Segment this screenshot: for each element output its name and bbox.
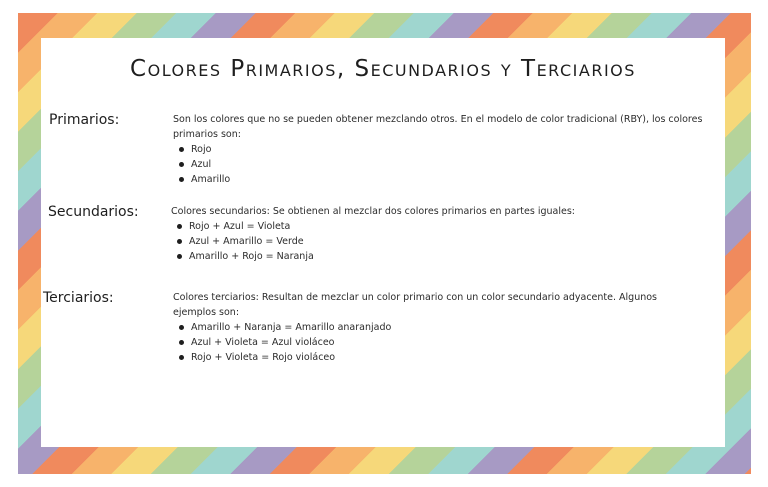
- content-card: [41, 38, 725, 447]
- section-text: Son los colores que no se pueden obtener mezclando otros. En el modelo de color tradicional (RBY), los colores primarios son:: [173, 114, 703, 140]
- section-body-secundarios: [171, 204, 711, 264]
- item-list: [173, 320, 673, 365]
- list-item: Azul: [191, 157, 713, 172]
- section-label-terciarios: Terciarios:: [43, 290, 114, 306]
- page-title: Colores Primarios, Secundarios y Terciarios: [130, 56, 636, 82]
- list-item: Amarillo: [191, 172, 713, 187]
- section-text: Colores terciarios: Resultan de mezclar un color primario con un color secundario adyacente. Algunos ejemplos son:: [173, 292, 657, 318]
- list-item: Rojo + Violeta = Rojo violáceo: [191, 350, 673, 365]
- section-body-primarios: [173, 112, 713, 187]
- item-list: [173, 142, 713, 187]
- list-item: Azul + Amarillo = Verde: [189, 234, 711, 249]
- section-label-primarios: Primarios:: [49, 112, 120, 128]
- list-item: Amarillo + Naranja = Amarillo anaranjado: [191, 320, 673, 335]
- item-list: [171, 219, 711, 264]
- section-label-secundarios: Secundarios:: [48, 204, 139, 220]
- list-item: Amarillo + Rojo = Naranja: [189, 249, 711, 264]
- section-text: Colores secundarios: Se obtienen al mezclar dos colores primarios en partes iguales:: [171, 206, 575, 217]
- list-item: Azul + Violeta = Azul violáceo: [191, 335, 673, 350]
- section-body-terciarios: [173, 290, 673, 365]
- list-item: Rojo: [191, 142, 713, 157]
- list-item: Rojo + Azul = Violeta: [189, 219, 711, 234]
